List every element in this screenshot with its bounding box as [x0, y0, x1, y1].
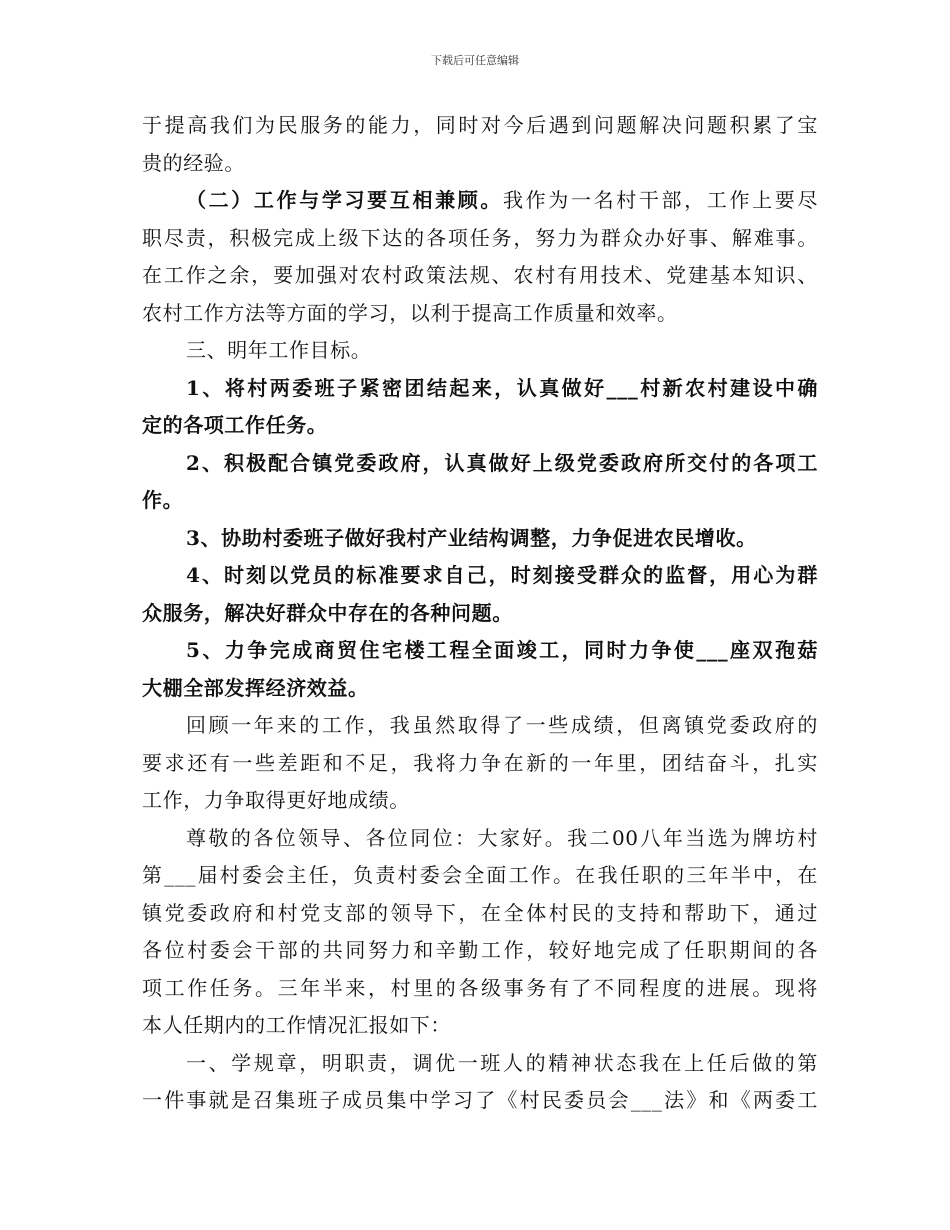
- text-line: 作。: [142, 488, 184, 512]
- text-line: 3、协助村委班子做好我村产业结构调整，力争促进农民增收。: [186, 525, 757, 550]
- text-line: 农村工作方法等方面的学习，以利于提高工作质量和效率。: [142, 300, 678, 325]
- text-line: 2、积极配合镇党委政府，认真做好上级党委政府所交付的各项工: [186, 450, 818, 475]
- text-line: 4、时刻以党员的标准要求自己，时刻接受群众的监督，用心为群: [186, 563, 818, 587]
- text-line: 要求还有一些差距和不足，我将力争在新的一年里，团结奋斗，扎实: [142, 750, 818, 775]
- text-line: [142, 182, 818, 220]
- page-header-note: 下载后可任意编辑: [431, 54, 519, 67]
- text-line: 1、将村两委班子紧密团结起来，认真做好___村新农村建设中确: [186, 375, 818, 400]
- text-line: 大棚全部发挥经济效益。: [142, 675, 369, 700]
- text-line: 工作，力争取得更好地成绩。: [142, 788, 410, 812]
- text-line: 第___届村委会主任，负责村委会全面工作。在我任职的三年半中，在: [142, 863, 818, 887]
- text-line: 5、力争完成商贸住宅楼工程全面竣工，同时力争使___座双孢菇: [186, 638, 818, 662]
- text-fragment: 我作为一名村干部，工作上要尽: [503, 188, 818, 212]
- text-line: 众服务，解决好群众中存在的各种问题。: [142, 600, 513, 625]
- document-body: [142, 107, 818, 1120]
- text-line: 一、学规章，明职责，调优一班人的精神状态我在上任后做的第: [186, 1050, 818, 1075]
- text-line: 在工作之余，要加强对农村政策法规、农村有用技术、党建基本知识、: [142, 263, 818, 287]
- text-line: 本人任期内的工作情况汇报如下：: [142, 1013, 451, 1037]
- text-line: 一件事就是召集班子成员集中学习了《村民委员会___法》和《两委工: [142, 1088, 818, 1112]
- text-line: 定的各项工作任务。: [142, 413, 328, 437]
- text-line: 项工作任务。三年半来，村里的各级事务有了不同程度的进展。现将: [142, 975, 818, 1000]
- text-line: 镇党委政府和村党支部的领导下，在全体村民的支持和帮助下，通过: [142, 900, 818, 925]
- text-line: 于提高我们为民服务的能力，同时对今后遇到问题解决问题积累了宝: [142, 113, 818, 137]
- text-line: 贵的经验。: [142, 150, 245, 175]
- text-line: 职尽责，积极完成上级下达的各项任务，努力为群众办好事、解难事。: [142, 225, 818, 250]
- text-line: 回顾一年来的工作，我虽然取得了一些成绩，但离镇党委政府的: [186, 713, 818, 737]
- text-line: 尊敬的各位领导、各位同位：大家好。我二00八年当选为牌坊村: [186, 825, 818, 850]
- text-line: 三、明年工作目标。: [186, 338, 372, 362]
- text-line: 各位村委会干部的共同努力和辛勤工作，较好地完成了任职期间的各: [142, 938, 818, 962]
- bold-heading-fragment: （二）工作与学习要互相兼顾。: [186, 188, 504, 212]
